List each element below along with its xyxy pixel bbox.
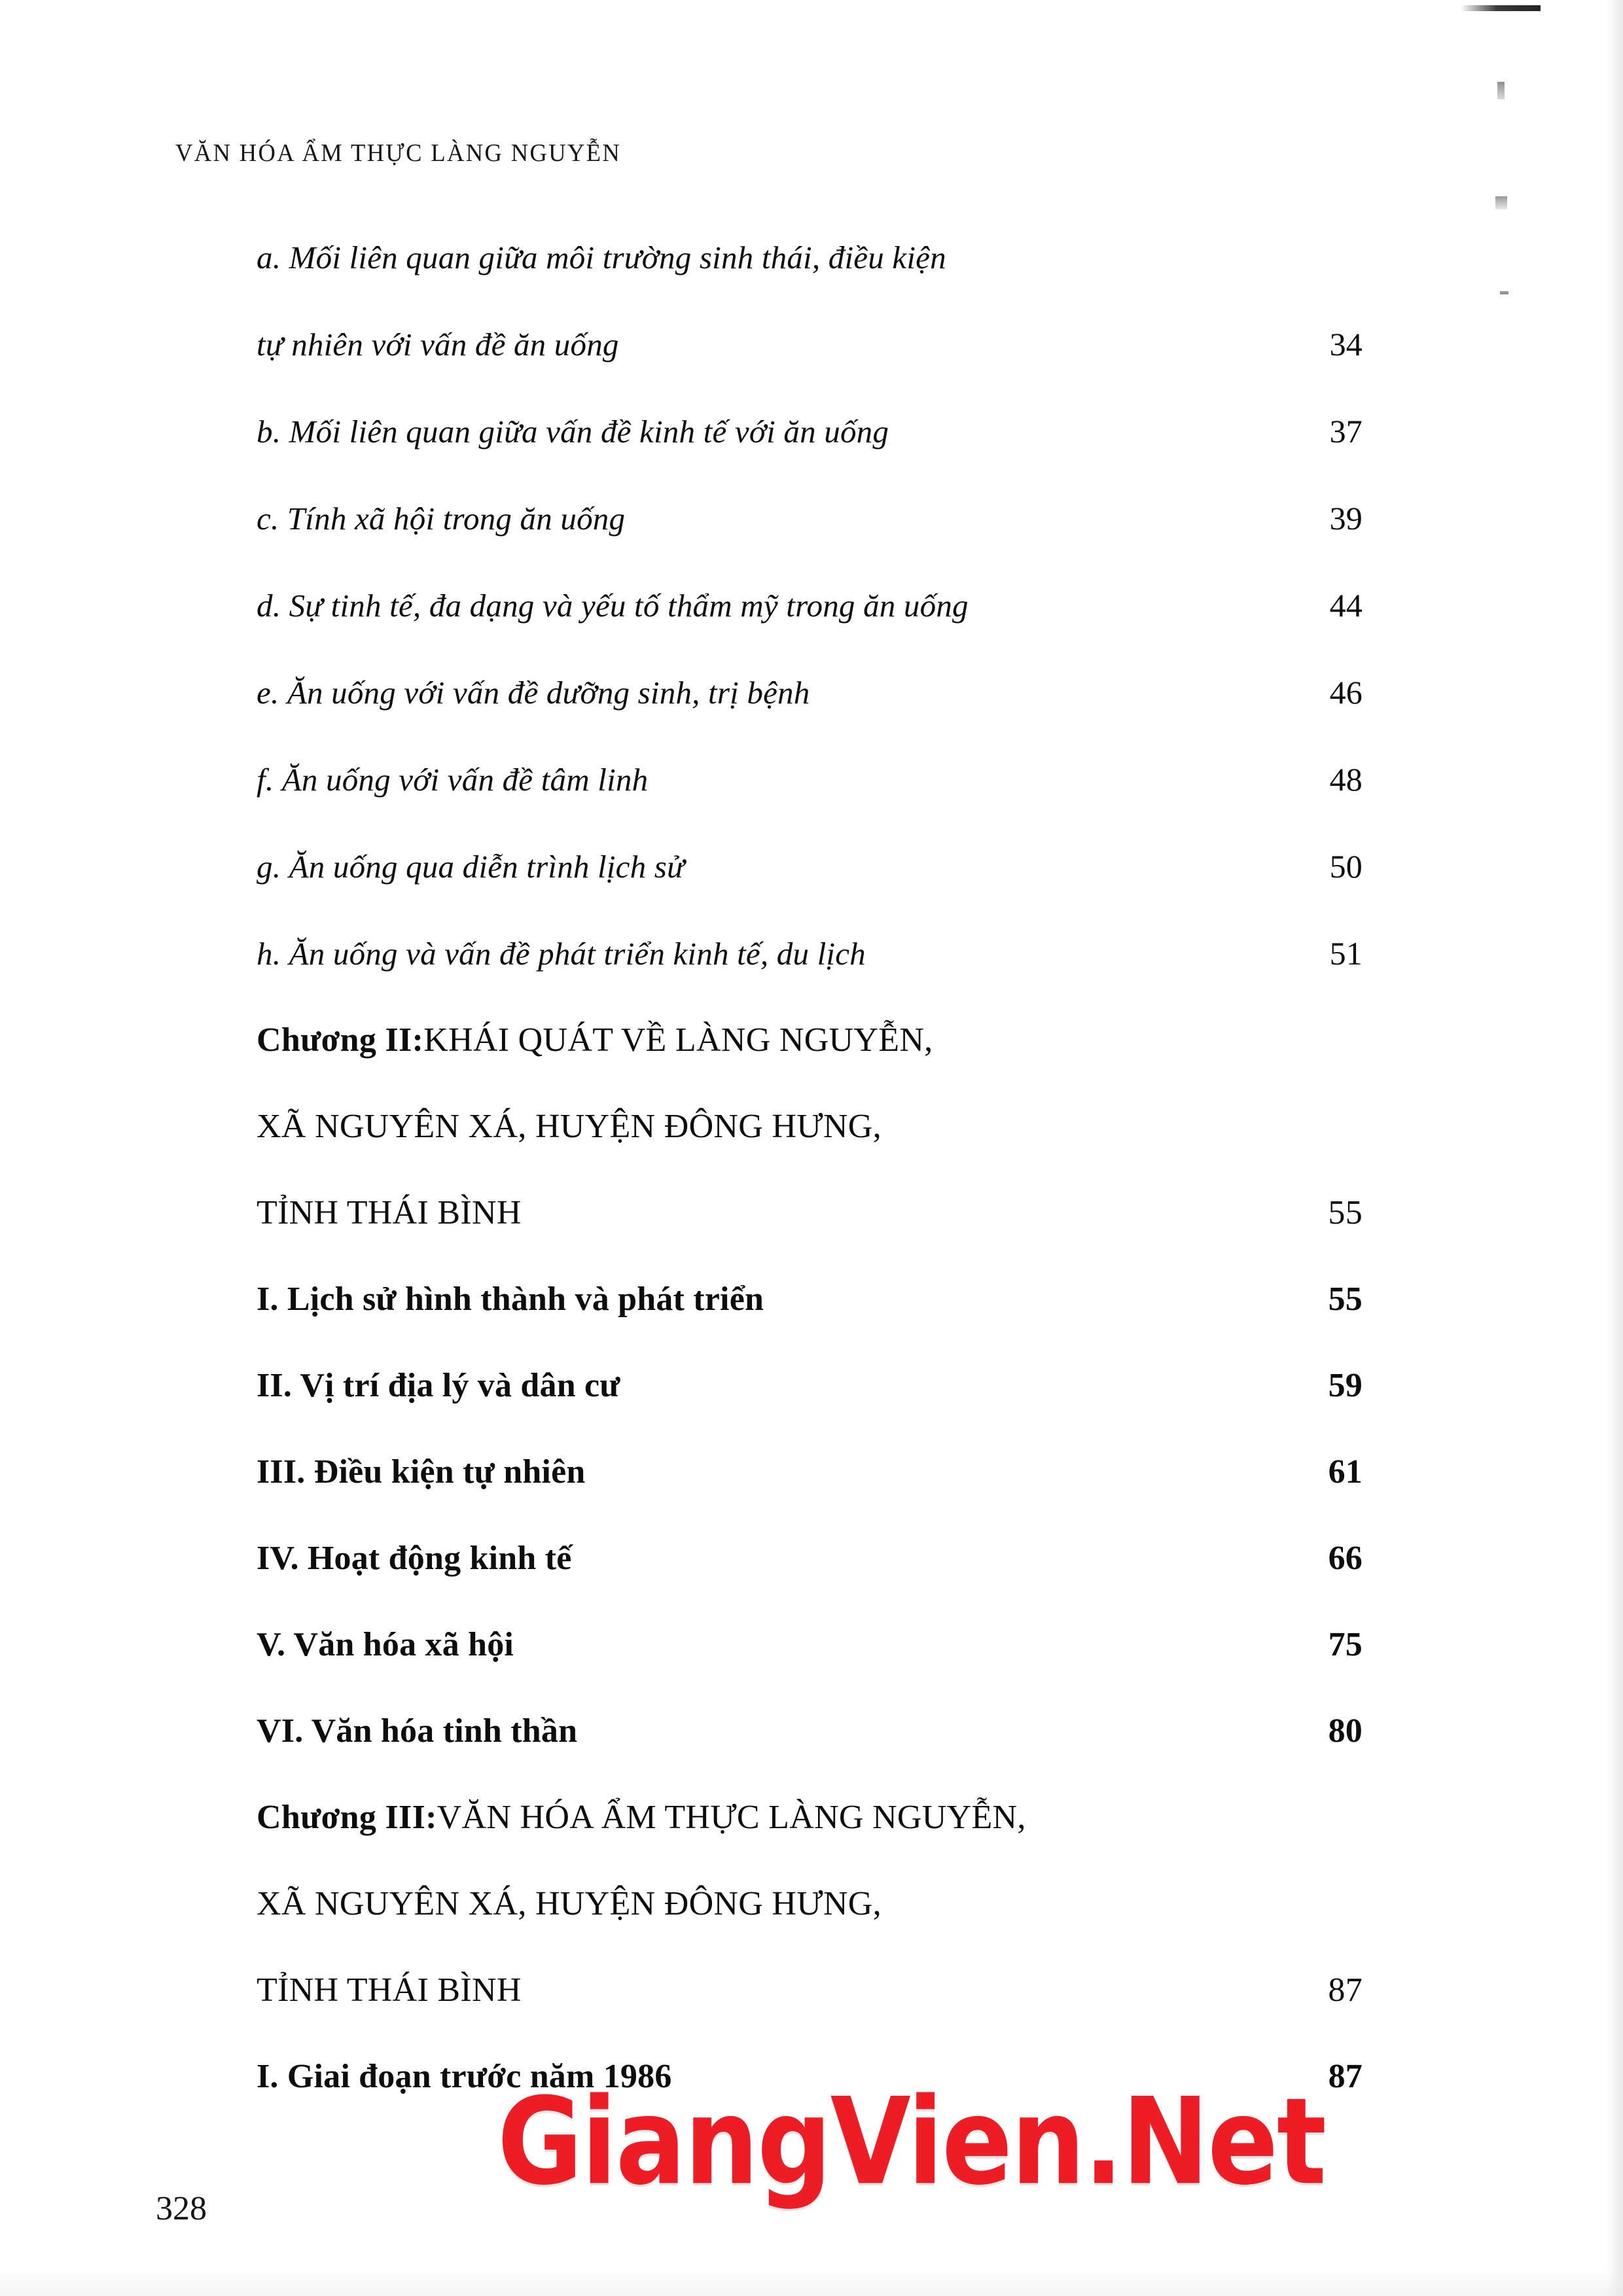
toc-entry-title: I. Lịch sử hình thành và phát triển	[257, 1280, 764, 1318]
watermark: GiangVien.Net	[497, 2073, 1325, 2212]
toc-page-number: 46	[1329, 674, 1363, 711]
chapter-3-title-line1: VĂN HÓA ẨM THỰC LÀNG NGUYỄN,	[437, 1799, 1026, 1836]
toc-page-number: 44	[1329, 587, 1363, 624]
toc-entry	[257, 911, 1363, 996]
toc-entry-title: h. Ăn uống và vấn đề phát triển kinh tế, du lịch	[257, 936, 866, 972]
chapter-2-heading	[257, 998, 1363, 1082]
chapter-3-title-line2: XÃ NGUYÊN XÁ, HUYỆN ĐÔNG HƯNG,	[257, 1885, 882, 1922]
toc-page-number: 61	[1328, 1453, 1363, 1491]
chapter-2-title-line3: TỈNH THÁI BÌNH	[257, 1194, 522, 1231]
chapter-2-title-line2: XÃ NGUYÊN XÁ, HUYỆN ĐÔNG HƯNG,	[257, 1108, 882, 1145]
toc-entry-title: e. Ăn uống với vấn đề dưỡng sinh, trị bệnh	[257, 675, 810, 711]
chapter-3-heading-line3	[257, 1949, 1363, 2032]
chapter-3-heading-line2	[257, 1862, 1363, 1946]
toc-entry	[257, 563, 1363, 648]
toc-entry-title: g. Ăn uống qua diễn trình lịch sử	[257, 849, 685, 885]
toc-entry	[257, 737, 1363, 822]
chapter-3-heading	[257, 1776, 1363, 1860]
scan-artifact-bottom-shadow	[0, 2270, 1623, 2296]
toc-page-number: 75	[1328, 1626, 1363, 1663]
toc-entry-title: b. Mối liên quan giữa vấn đề kinh tế với ăn uống	[257, 414, 889, 450]
page-folio: 328	[156, 2190, 207, 2227]
toc-entry-title: I. Giai đoạn trước năm 1986	[257, 2058, 672, 2095]
toc-page-number: 37	[1329, 413, 1363, 450]
scan-artifact-top-edge	[1461, 5, 1541, 11]
toc-entry	[257, 1430, 1363, 1514]
toc-entry	[257, 1344, 1363, 1428]
toc-page-number: 80	[1328, 1712, 1363, 1750]
chapter-2-label: Chương II:	[257, 1021, 424, 1059]
toc-entry	[257, 824, 1363, 909]
toc-entry	[257, 1603, 1363, 1687]
toc-entry	[257, 1517, 1363, 1600]
toc-page-number: 48	[1329, 761, 1363, 798]
toc-entry-title: IV. Hoạt động kinh tế	[257, 1540, 572, 1577]
chapter-2-heading-line3	[257, 1171, 1363, 1255]
toc-entry-title: c. Tính xã hội trong ăn uống	[257, 501, 626, 537]
chapter-2-title-line1: KHÁI QUÁT VỀ LÀNG NGUYỄN,	[423, 1021, 933, 1059]
scan-artifact-speck	[1495, 196, 1507, 209]
toc-page-number: 39	[1329, 500, 1363, 537]
toc-entry	[257, 216, 1363, 300]
toc-entry	[257, 476, 1363, 561]
toc-entry-title-continued: tự nhiên với vấn đề ăn uống	[257, 327, 619, 362]
toc-page-number: 59	[1328, 1367, 1363, 1404]
toc-page-number: 55	[1328, 1280, 1363, 1318]
toc-page-number: 34	[1329, 326, 1363, 362]
running-head: VĂN HÓA ẨM THỰC LÀNG NGUYỄN	[175, 139, 622, 167]
chapter-2-heading-line2	[257, 1085, 1363, 1169]
toc-entry-title: V. Văn hóa xã hội	[257, 1626, 514, 1663]
toc-page-number: 66	[1328, 1540, 1363, 1577]
toc-entry	[257, 650, 1363, 735]
toc-entry	[257, 302, 1363, 387]
toc-entry-title: d. Sự tinh tế, đa dạng và yếu tố thẩm mỹ trong ăn uống	[257, 588, 969, 624]
scan-artifact-right-shadow	[1606, 0, 1623, 2296]
scan-artifact-speck	[1497, 82, 1505, 99]
scan-artifact-speck	[1500, 291, 1508, 294]
toc-entry	[257, 1689, 1363, 1773]
toc-entry-title: II. Vị trí địa lý và dân cư	[257, 1367, 620, 1404]
toc-entry-title: f. Ăn uống với vấn đề tâm linh	[257, 762, 649, 798]
table-of-contents	[257, 216, 1382, 2121]
toc-page-number: 55	[1328, 1194, 1363, 1231]
toc-entry	[257, 389, 1363, 474]
toc-page-number: 51	[1329, 935, 1363, 972]
chapter-3-label: Chương III:	[257, 1799, 437, 1836]
chapter-3-title-line3: TỈNH THÁI BÌNH	[257, 1971, 522, 2009]
toc-page-number: 87	[1328, 1971, 1363, 2009]
toc-page-number: 50	[1329, 848, 1363, 885]
toc-page-number: 87	[1328, 2058, 1363, 2095]
toc-entry-title: VI. Văn hóa tinh thần	[257, 1712, 578, 1750]
toc-entry	[257, 1258, 1363, 1341]
toc-entry-title: a. Mối liên quan giữa môi trường sinh thái, điều kiện	[257, 239, 946, 275]
toc-entry-title: III. Điều kiện tự nhiên	[257, 1453, 586, 1491]
